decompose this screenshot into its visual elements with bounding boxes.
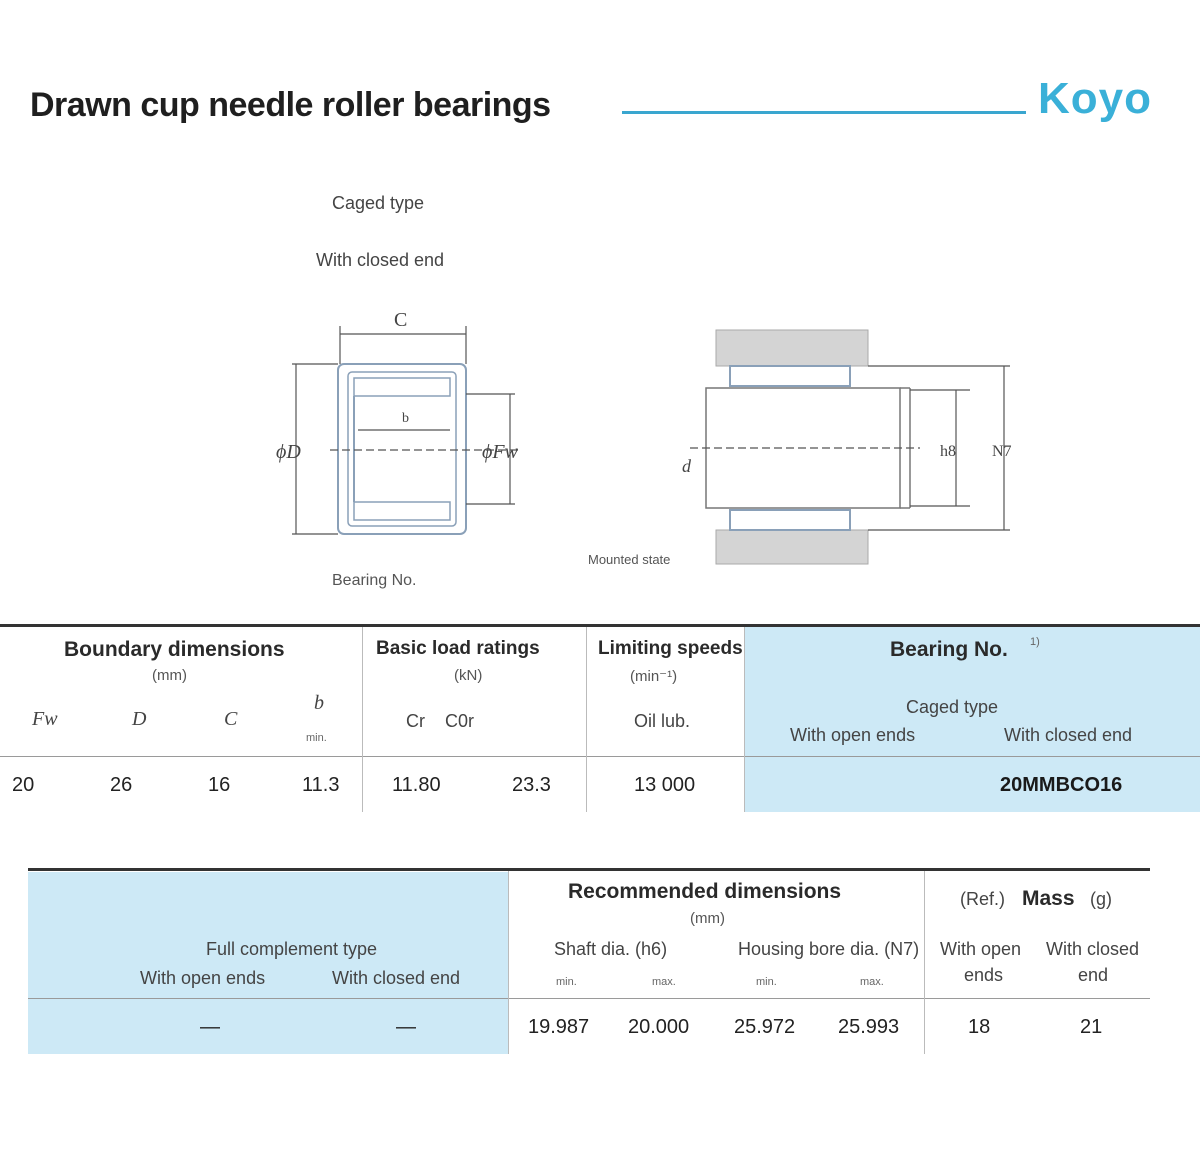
brand-logo: Koyo bbox=[1038, 74, 1152, 123]
row2-mass-closed: 21 bbox=[1080, 1016, 1103, 1038]
col-b: b bbox=[314, 692, 324, 714]
mass-ref: (Ref.) bbox=[960, 889, 1005, 909]
label-fw: ϕFw bbox=[482, 441, 518, 463]
limiting-speeds-header: Limiting speeds bbox=[598, 638, 743, 659]
row2-shaft-max: 20.000 bbox=[628, 1016, 690, 1038]
shaft-max-label: max. bbox=[652, 976, 676, 988]
recommended-dimensions-header: Recommended dimensions bbox=[568, 880, 842, 903]
recommended-dimensions-unit: (mm) bbox=[690, 910, 725, 927]
label-n7: N7 bbox=[992, 443, 1012, 460]
row2-housing-max: 25.993 bbox=[838, 1016, 900, 1038]
row-cr: 11.80 bbox=[392, 774, 441, 796]
bearing-no-footnote: 1) bbox=[1030, 636, 1040, 648]
mounted-state-drawing bbox=[580, 320, 1040, 580]
full-complement-open: With open ends bbox=[140, 968, 266, 988]
load-ratings-header: Basic load ratings bbox=[376, 638, 540, 659]
table1-divider-3 bbox=[744, 627, 745, 812]
mass-open-header: With open bbox=[940, 939, 1022, 959]
row-fw: 20 bbox=[12, 774, 35, 796]
boundary-dimensions-unit: (mm) bbox=[152, 667, 187, 684]
housing-min-label: min. bbox=[756, 976, 777, 988]
table1-header-rule bbox=[0, 756, 1200, 757]
mass-header: Mass bbox=[1022, 887, 1075, 910]
mass-unit: (g) bbox=[1090, 889, 1112, 909]
label-h8: h8 bbox=[940, 443, 956, 460]
label-shaft-d: d bbox=[682, 456, 691, 476]
load-ratings-unit: (kN) bbox=[454, 667, 483, 684]
label-b: b bbox=[402, 411, 409, 426]
bearing-with-closed-end: With closed end bbox=[1004, 725, 1133, 745]
table2-header-rule bbox=[28, 998, 1150, 999]
caption-caged-type: Caged type bbox=[332, 193, 425, 213]
title-rule bbox=[622, 111, 1026, 114]
row-speed: 13 000 bbox=[634, 774, 696, 796]
col-fw: Fw bbox=[32, 708, 58, 730]
bearing-caged-type: Caged type bbox=[906, 697, 999, 717]
row-c: 16 bbox=[208, 774, 231, 796]
label-bearing-no: Bearing No. bbox=[332, 572, 417, 589]
row2-fullcomp-closed: — bbox=[396, 1016, 416, 1038]
label-c: C bbox=[394, 309, 408, 331]
mass-closed-header: With closed bbox=[1046, 939, 1140, 959]
col-c: C bbox=[224, 708, 238, 730]
mass-closed-sub: end bbox=[1078, 965, 1109, 985]
table2-divider-1 bbox=[508, 871, 509, 1054]
label-mounted-state: Mounted state bbox=[588, 552, 671, 567]
shaft-dia-header: Shaft dia. (h6) bbox=[554, 939, 668, 959]
housing-max-label: max. bbox=[860, 976, 884, 988]
bearing-no-header: Bearing No. bbox=[890, 638, 1008, 661]
row2-fullcomp-open: — bbox=[200, 1016, 220, 1038]
table1-divider-1 bbox=[362, 627, 363, 812]
mass-open-sub: ends bbox=[964, 965, 1004, 985]
load-ratings-cols: Cr C0r bbox=[406, 711, 475, 731]
table1-top-rule bbox=[0, 624, 1200, 627]
full-complement-header: Full complement type bbox=[206, 939, 378, 959]
row-b: 11.3 bbox=[302, 774, 340, 796]
row2-mass-open: 18 bbox=[968, 1016, 991, 1038]
housing-bore-header: Housing bore dia. (N7) bbox=[738, 939, 920, 959]
row2-housing-min: 25.972 bbox=[734, 1016, 796, 1038]
limiting-speeds-oil: Oil lub. bbox=[634, 711, 691, 731]
col-b-min: min. bbox=[306, 732, 327, 744]
table1-divider-2 bbox=[586, 627, 587, 812]
caption-with-closed-end: With closed end bbox=[316, 250, 445, 270]
bearing-cross-section-drawing bbox=[270, 300, 540, 570]
col-d: D bbox=[132, 708, 147, 730]
bearing-with-open-ends: With open ends bbox=[790, 725, 916, 745]
table2-top-rule bbox=[28, 868, 1150, 871]
full-complement-header-bg bbox=[28, 872, 508, 1054]
limiting-speeds-unit: (min⁻¹) bbox=[630, 668, 678, 685]
shaft-min-label: min. bbox=[556, 976, 577, 988]
label-d-outer: ϕD bbox=[276, 441, 301, 463]
row2-shaft-min: 19.987 bbox=[528, 1016, 590, 1038]
row-c0r: 23.3 bbox=[512, 774, 551, 796]
page-title: Drawn cup needle roller bearings bbox=[30, 86, 551, 124]
boundary-dimensions-header: Boundary dimensions bbox=[64, 638, 285, 661]
full-complement-closed: With closed end bbox=[332, 968, 461, 988]
row-d: 26 bbox=[110, 774, 133, 796]
row-bearing-no: 20MMBCO16 bbox=[1000, 774, 1123, 796]
table2-divider-2 bbox=[924, 871, 925, 1054]
